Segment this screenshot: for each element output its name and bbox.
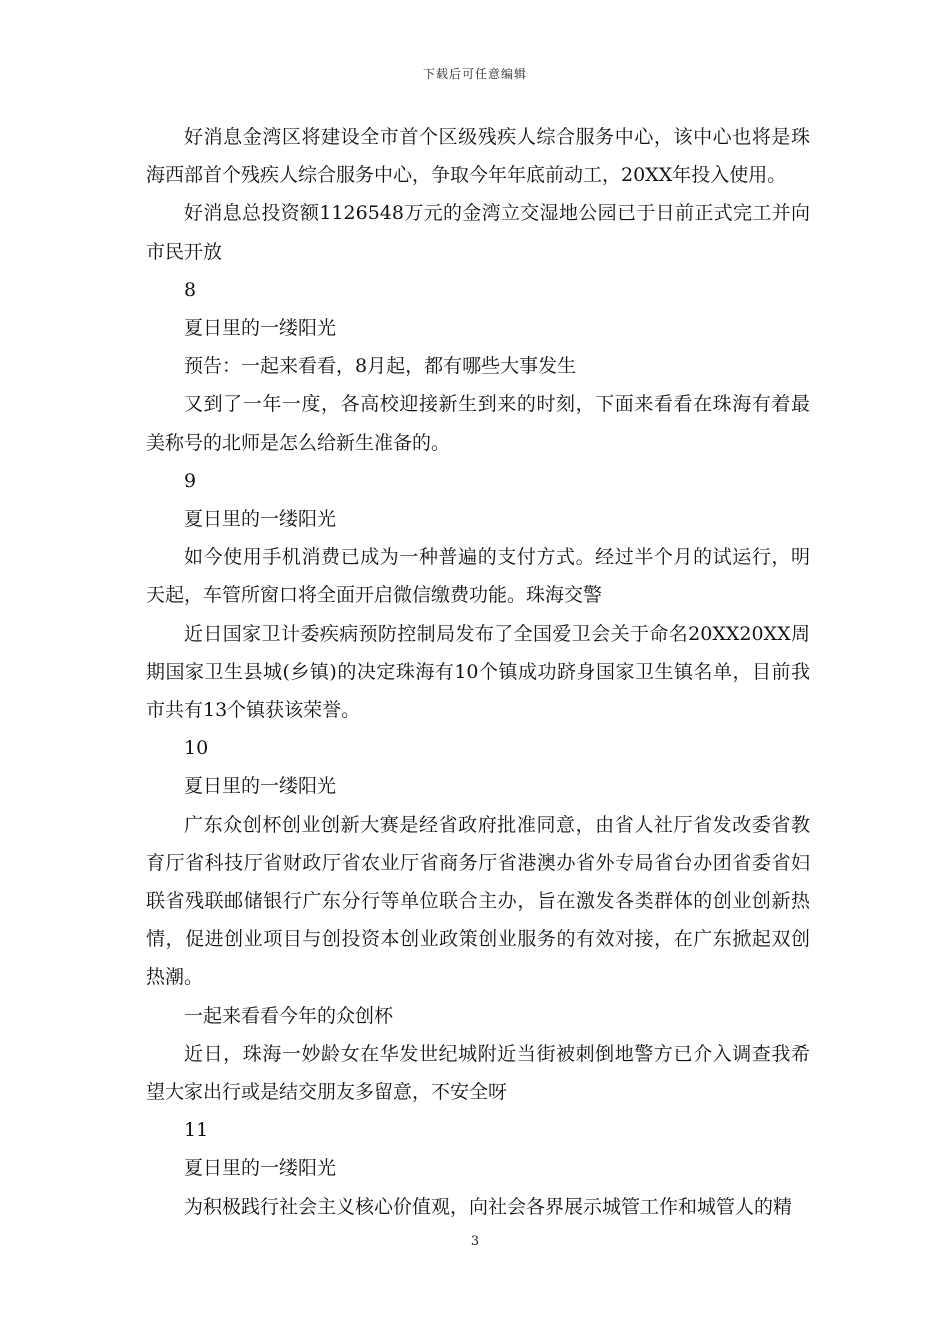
- paragraph-health-towns: 近日国家卫计委疾病预防控制局发布了全国爱卫会关于命名20XX20XX周期国家卫生县城(乡镇)的决定珠海有10个镇成功跻身国家卫生镇名单，目前我市共有13个镇获该荣誉。: [146, 622, 810, 722]
- paragraph-wechat-payment: 如今使用手机消费已成为一种普遍的支付方式。经过半个月的试运行，明天起，车管所窗口将全面开启微信缴费功能。珠海交警: [146, 546, 810, 607]
- section-title: 夏日里的一缕阳光: [184, 775, 337, 798]
- section-number: 8: [184, 278, 197, 301]
- page-number: 3: [470, 1234, 480, 1249]
- paragraph-wetland-park: 好消息总投资额1126548万元的金湾立交湿地公园已于日前正式完工并向市民开放: [146, 202, 810, 263]
- paragraph-safety-notice: 近日，珠海一妙龄女在华发世纪城附近当街被刺倒地警方已介入调查我希望大家出行或是结交朋友多留意，不安全呀: [146, 1042, 810, 1104]
- document-body: [146, 118, 810, 1226]
- paragraph-city-management: 为积极践行社会主义核心价值观，向社会各界展示城管工作和城管人的精: [184, 1195, 793, 1218]
- paragraph-new-students: 又到了一年一度，各高校迎接新生到来的时刻，下面来看看在珠海有着最美称号的北师是怎么给新生准备的。: [146, 393, 810, 454]
- section-title: 夏日里的一缕阳光: [184, 1157, 337, 1180]
- section-number: 10: [184, 737, 209, 760]
- paragraph-contest-intro: 一起来看看今年的众创杯: [184, 1004, 394, 1027]
- paragraph-august-preview: 预告：一起来看看，8月起，都有哪些大事发生: [184, 355, 577, 378]
- section-title: 夏日里的一缕阳光: [184, 508, 337, 531]
- paragraph-jinwan-service-center: 好消息金湾区将建设全市首个区级残疾人综合服务中心，该中心也将是珠海西部首个残疾人综合服务中心，争取今年年底前动工，20XX年投入使用。: [146, 126, 810, 187]
- section-title: 夏日里的一缕阳光: [184, 317, 337, 340]
- page-header: 下载后可任意编辑: [422, 67, 527, 81]
- section-number: 9: [184, 469, 197, 492]
- paragraph-innovation-contest: 广东众创杯创业创新大赛是经省政府批准同意，由省人社厅省发改委省教育厅省科技厅省财政厅省农业厅省商务厅省港澳办省外专局省台办团省委省妇联省残联邮储银行广东分行等单位联合主办，旨在激发各类群体的创业创新热情，促进创业项目与创投资本创业政策创业服务的有效对接，在广东掀起双创热潮。: [146, 813, 810, 989]
- section-number: 11: [184, 1119, 209, 1142]
